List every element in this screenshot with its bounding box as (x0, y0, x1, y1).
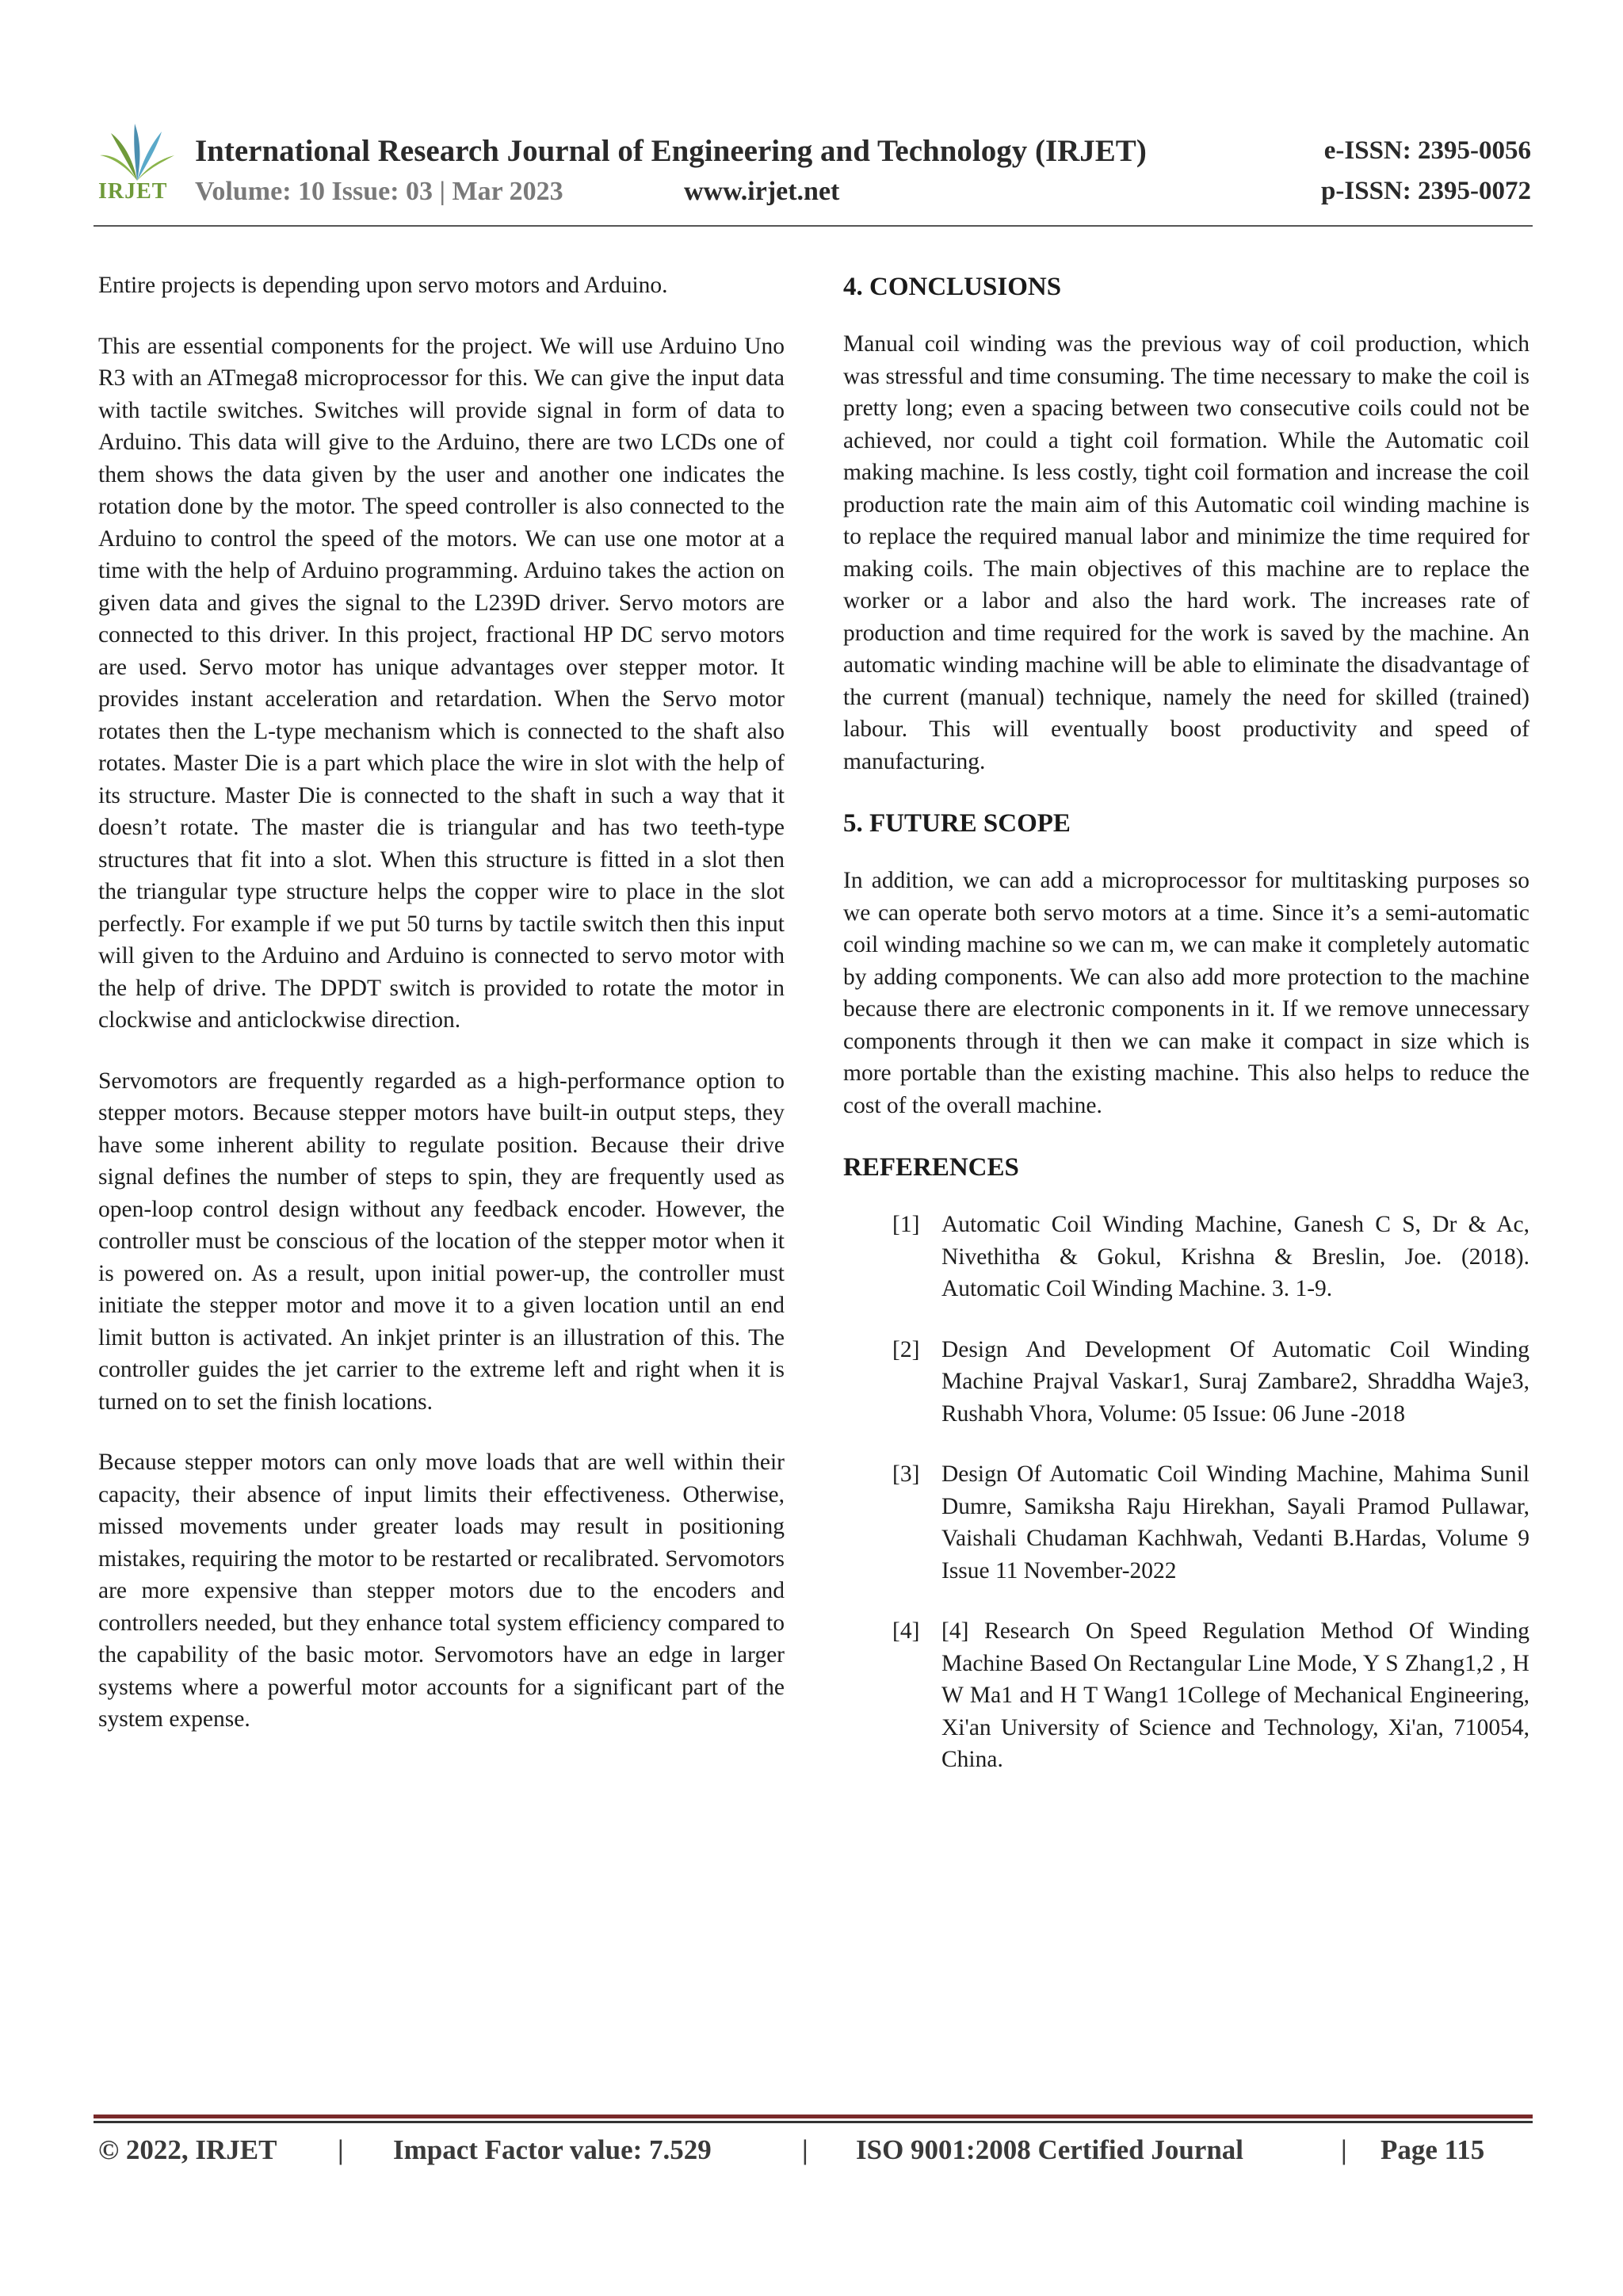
reference-number: [3] (892, 1461, 920, 1487)
footer-page-number: Page 115 (1381, 2134, 1485, 2165)
reference-number: [1] (892, 1212, 920, 1237)
reference-item (843, 1334, 1529, 1431)
body-paragraph: This are essential components for the project. We will use Arduino Uno R3 with an ATmega8 microprocessor for this. We can give the input data with tactile switches. Switches will provide signal in form of data to Arduino. This data will give to the Arduino, there are two LCDs one of them shows the data given by the user and another one indicates the rotation done by the motor. The speed controller is also connected to the Arduino to control the speed of the motors. We can use one motor at a time with the help of Arduino programming. Arduino takes the action on given data and gives the signal to the L239D driver. Servo motors are connected to this driver. In this project, fractional HP DC servo motors are used. Servo motor has unique advantages over stepper motor. It provides instant acceleration and retardation. When the Servo motor rotates then the L-type mechanism which is connected to the shaft also rotates. Master Die is a part which place the wire in slot with the help of its structure. Master Die is connected to the shaft in such a way that it doesn’t rotate. The master die is triangular and has two teeth-type structures that fit into a slot. When this structure is fitted in a slot then the triangular type structure helps the copper wire to place in the slot perfectly. For example if we put 50 turns by tactile switch then this input will given to the Arduino and Arduino is connected to servo motor with the help of drive. The DPDT switch is provided to rotate the motor in clockwise and anticlockwise direction. (98, 333, 785, 1033)
reference-item (843, 1209, 1529, 1305)
footer-copyright: © 2022, IRJET (98, 2134, 277, 2165)
page-footer (98, 2134, 1533, 2174)
leaf-logo-icon (94, 117, 181, 189)
footer-separator: | (802, 2134, 808, 2165)
e-issn: e-ISSN: 2395-0056 (1323, 136, 1531, 165)
references-list (843, 1209, 1529, 1776)
reference-text: Design Of Automatic Coil Winding Machine, Mahima Sunil Dumre, Samiksha Raju Hirekhan, Sayali Pramod Pullawar, Vaishali Chudaman Kachhwah, Vedanti B.Hardas, Volume 9 Issue 11 November-2022 (941, 1461, 1529, 1584)
reference-number: [4] (892, 1618, 920, 1644)
future-scope-paragraph: In addition, we can add a microprocessor for multitasking purposes so we can operate both servo motors at a time. Since it’s a semi-automatic coil winding machine so we can m, we can make it completely automatic by adding components. We can also add more protection to the machine because there are electronic components in it. If we remove unnecessary components through it then we can make it compact in size which is more portable than the existing machine. This also helps to reduce the cost of the overall machine. (843, 868, 1529, 1118)
logo-text: IRJET (98, 179, 168, 204)
reference-item (843, 1615, 1529, 1776)
footer-iso: ISO 9001:2008 Certified Journal (856, 2134, 1244, 2165)
journal-title: International Research Journal of Engineering and Technology (IRJET) (195, 134, 1147, 168)
reference-number: [2] (892, 1336, 920, 1362)
reference-item (843, 1458, 1529, 1587)
page-header (94, 117, 1531, 228)
journal-website[interactable]: www.irjet.net (684, 177, 840, 206)
left-column (98, 269, 785, 1764)
footer-separator: | (1341, 2134, 1347, 2165)
references-heading: REFERENCES (843, 1153, 1019, 1182)
conclusions-paragraph: Manual coil winding was the previous way of coil production, which was stressful and time consuming. The time necessary to make the coil is pretty long; even a spacing between two consecutive coils could not be achieved, nor could a tight coil formation. While the Automatic coil making machine. Is less costly, tight coil formation and increase the coil production rate the main aim of this Automatic coil winding machine is to replace the required manual labor and minimize the time required for making coils. The main objectives of this machine are to replace the worker or a labor and also the hard work. The increases rate of production and time required for the work is saved by the machine. An automatic winding machine will be able to eliminate the disadvantage of the current (manual) technique, namely the need for skilled (trained) labour. This will eventually boost productivity and speed of manufacturing. (843, 331, 1529, 774)
reference-text: [4] Research On Speed Regulation Method Of Winding Machine Based On Rectangular Line Mode, Y S Zhang1,2 , H W Ma1 and H T Wang1 1College of Mechanical Engineering, Xi'an University of Science and Technology, Xi'an, 710054, China. (941, 1618, 1529, 1772)
conclusions-heading: 4. CONCLUSIONS (843, 273, 1062, 301)
footer-divider-bottom (94, 2121, 1533, 2123)
right-column (843, 269, 1529, 1805)
reference-text: Design And Development Of Automatic Coil Winding Machine Prajval Vaskar1, Suraj Zambare2, Shraddha Waje3, Rushabh Vhora, Volume: 05 Issue: 06 June -2018 (941, 1336, 1529, 1427)
volume-issue: Volume: 10 Issue: 03 | Mar 2023 (195, 177, 563, 206)
body-paragraph: Entire projects is depending upon servo motors and Arduino. (98, 273, 668, 298)
body-paragraph: Servomotors are frequently regarded as a high-performance option to stepper motors. Because stepper motors have built-in output steps, they have some inherent ability to regulate position. Because their drive signal defines the number of steps to spin, they are frequently used as open-loop control design without any feedback encoder. However, the controller must be conscious of the location of the stepper motor when it is powered on. As a result, upon initial power-up, the controller must initiate the stepper motor and move it to a given location until an end limit button is activated. An inkjet printer is an illustration of this. The controller guides the jet carrier to the extreme left and right when it is turned on to set the finish locations. (98, 1068, 785, 1415)
p-issn: p-ISSN: 2395-0072 (1321, 177, 1531, 205)
footer-impact-factor: Impact Factor value: 7.529 (393, 2134, 712, 2165)
header-divider (94, 225, 1533, 227)
irjet-logo (94, 117, 181, 212)
reference-text: Automatic Coil Winding Machine, Ganesh C S, Dr & Ac, Nivethitha & Gokul, Krishna & Breslin, Joe. (2018). Automatic Coil Winding Machine. 3. 1-9. (941, 1212, 1529, 1301)
footer-divider-top (94, 2115, 1533, 2118)
footer-separator: | (338, 2134, 344, 2165)
future-scope-heading: 5. FUTURE SCOPE (843, 809, 1071, 838)
body-paragraph: Because stepper motors can only move loads that are well within their capacity, their absence of input limits their effectiveness. Otherwise, missed movements under greater loads may result in positioning mistakes, requiring the motor to be restarted or recalibrated. Servomotors are more expensive than stepper motors due to the encoders and controllers needed, but they enhance total system efficiency compared to the capability of the basic motor. Servomotors have an edge in larger systems where a powerful motor accounts for a significant part of the system expense. (98, 1450, 785, 1732)
